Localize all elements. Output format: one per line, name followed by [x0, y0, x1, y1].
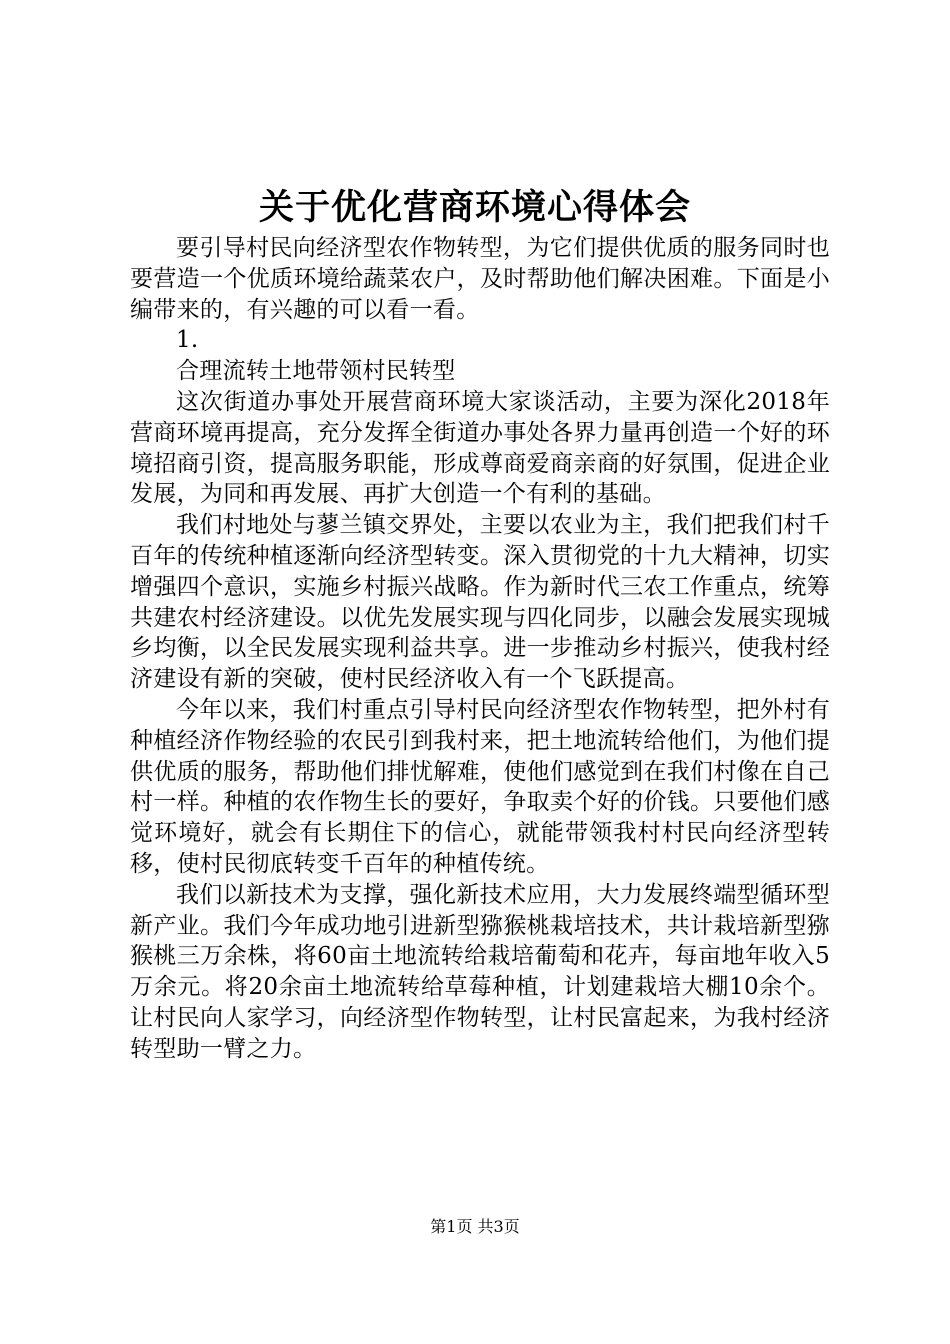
section-number: 1. [176, 327, 199, 354]
paragraph: 我们以新技术为支撑，强化新技术应用，大力发展终端型循环型新产业。我们今年成功地引进新型猕猴桃栽培技术，共计栽培新型猕猴桃三万余株，将60亩土地流转给栽培葡萄和花卉，每亩地年收入5万余元。将20余亩土地流转给草莓种植，计划建栽培大棚10余个。让村民向人家学习，向经济型作物转型，让村民富起来，为我村经济转型助一臂之力。 [130, 881, 830, 1062]
document-title: 关于优化营商环境心得体会 [258, 187, 691, 228]
paragraph: 我们村地处与蓼兰镇交界处，主要以农业为主，我们把我们村千百年的传统种植逐渐向经济型转变。深入贯彻党的十九大精神，切实增强四个意识，实施乡村振兴战略。作为新时代三农工作重点，统筹共建农村经济建设。以优先发展实现与四化同步，以融会发展实现城乡均衡，以全民发展实现利益共享。进一步推动乡村振兴，使我村经济建设有新的突破，使村民经济收入有一个飞跃提高。 [130, 512, 830, 693]
page-footer: 第1页 共3页 [430, 1217, 520, 1236]
section-heading: 合理流转土地带领村民转型 [176, 358, 456, 385]
paragraph: 这次街道办事处开展营商环境大家谈活动，主要为深化2018年营商环境再提高，充分发挥全街道办事处各界力量再创造一个好的环境招商引资，提高服务职能，形成尊商爱商亲商的好氛围，促进企业发展，为同和再发展、再扩大创造一个有利的基础。 [130, 388, 830, 508]
document-body [130, 233, 830, 1065]
paragraph-intro: 要引导村民向经济型农作物转型，为它们提供优质的服务同时也要营造一个优质环境给蔬菜农户，及时帮助他们解决困难。下面是小编带来的，有兴趣的可以看一看。 [130, 235, 830, 323]
paragraph: 今年以来，我们村重点引导村民向经济型农作物转型，把外村有种植经济作物经验的农民引到我村来，把土地流转给他们，为他们提供优质的服务，帮助他们排忧解难，使他们感觉到在我们村像在自己村一样。种植的农作物生长的要好，争取卖个好的价钱。只要他们感觉环境好，就会有长期住下的信心，就能带领我村村民向经济型转移，使村民彻底转变千百年的种植传统。 [130, 696, 830, 877]
